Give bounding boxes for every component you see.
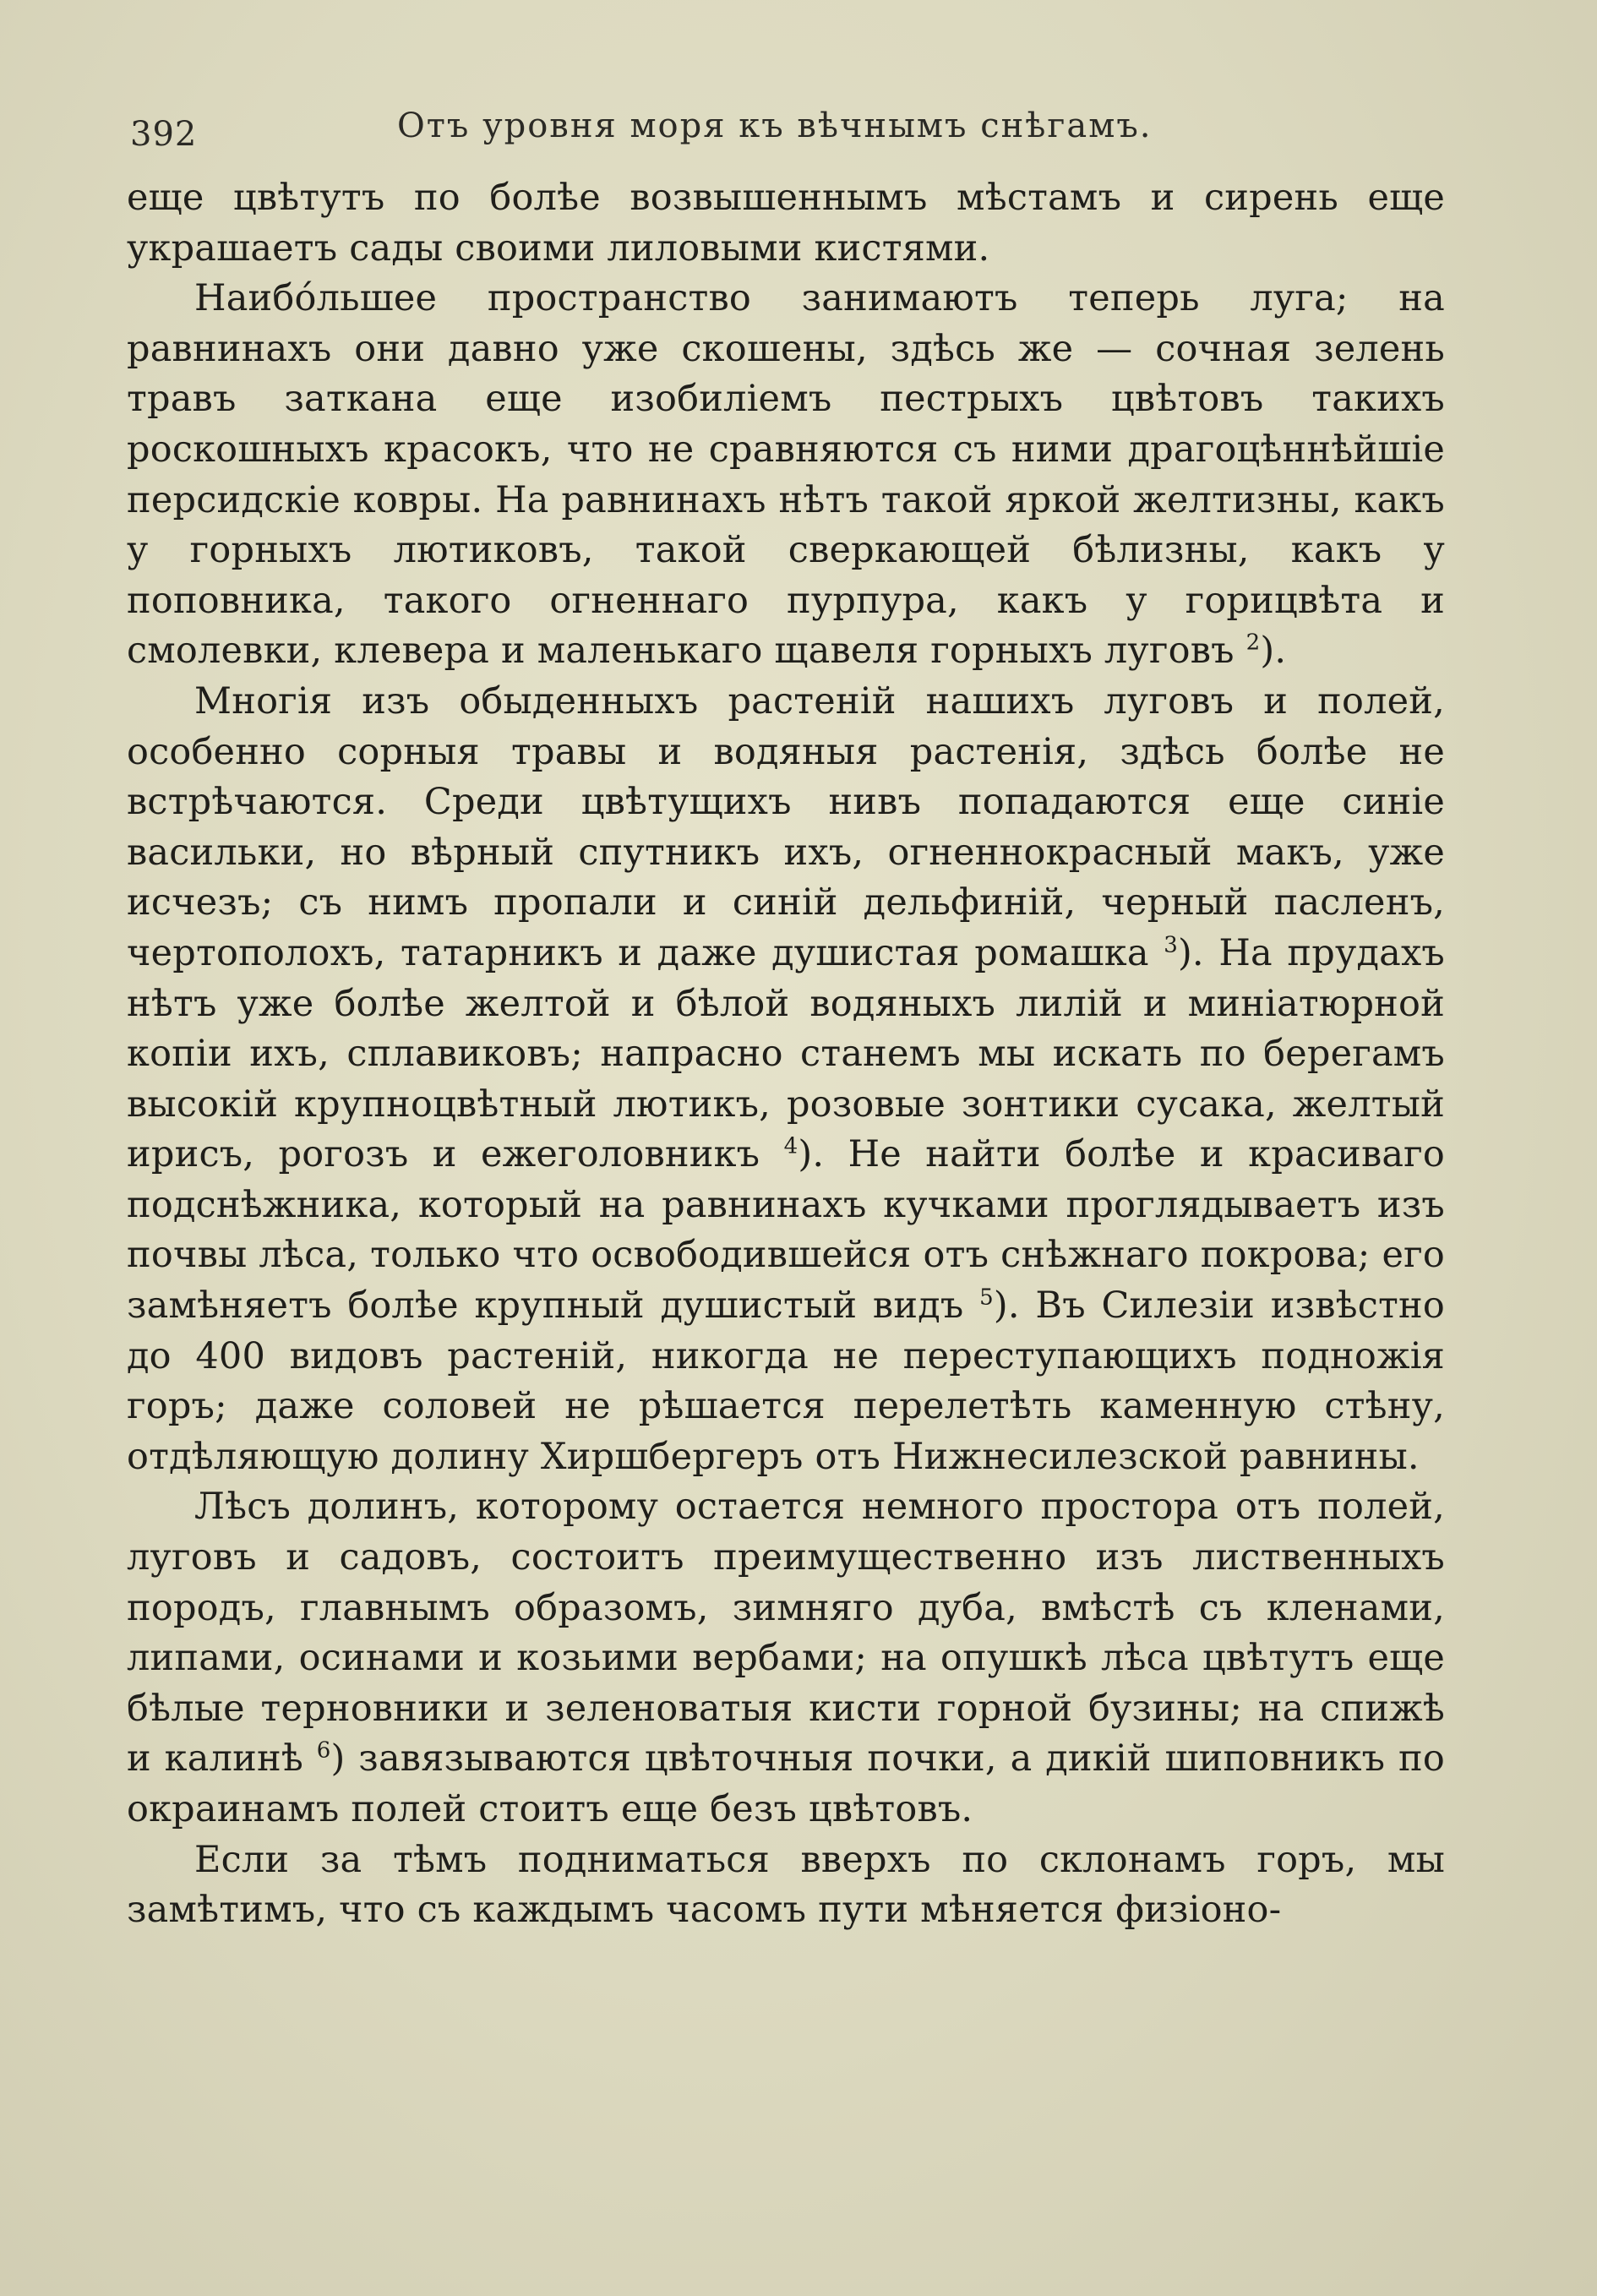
paragraph-continuation bbox=[127, 173, 1445, 274]
footnote-marker: 3 bbox=[1164, 932, 1178, 958]
paragraph-text: ) завязываются цвѣточныя почки, а дикій шиповникъ по окраинамъ полей стоитъ еще безъ цвѣтовъ. bbox=[127, 1737, 1445, 1830]
footnote-marker: 6 bbox=[316, 1738, 331, 1764]
page-number: 392 bbox=[130, 115, 198, 154]
paragraph-text: Если за тѣмъ подниматься вверхъ по склонамъ горъ, мы замѣтимъ, что съ каждымъ часомъ пути мѣняется физіоно- bbox=[127, 1838, 1445, 1932]
paragraph-text: Многія изъ обыденныхъ растеній нашихъ луговъ и полей, особенно сорныя травы и водяныя растенія, здѣсь болѣе не встрѣчаются. Среди цвѣтущихъ нивъ попадаются еще синіе васильки, но вѣрный спутникъ ихъ, огненнокрасный макъ, уже исчезъ; съ нимъ пропали и синій дельфиній, черный пасленъ, чертополохъ, татарникъ и даже душистая ромашка bbox=[127, 679, 1445, 974]
paragraph-text: ). На прудахъ нѣтъ уже болѣе желтой и бѣлой водяныхъ лилій и миніатюрной копіи ихъ, сплавиковъ; напрасно станемъ мы искать по берегамъ высокій крупноцвѣтный лютикъ, розовые зонтики сусака, желтый ирисъ, рогозъ и ежеголовникъ bbox=[127, 931, 1445, 1176]
body-text bbox=[127, 173, 1445, 1936]
paragraph-meadows bbox=[127, 274, 1445, 677]
paragraph-text: еще цвѣтутъ по болѣе возвышеннымъ мѣстамъ и сирень еще украшаетъ сады своими лиловыми кистями. bbox=[127, 177, 1445, 270]
footnote-marker: 5 bbox=[979, 1284, 994, 1311]
paragraph-text: ). bbox=[1260, 630, 1287, 673]
paragraph-text: ). Не найти болѣе и красиваго подснѣжника, который на равнинахъ кучками проглядываетъ изъ почвы лѣса, только что освободившейся отъ снѣжнаго покрова; его замѣняетъ болѣе крупный душистый видъ bbox=[127, 1133, 1446, 1328]
paragraph-plants bbox=[127, 677, 1445, 1483]
paragraph-text: ). Въ Силезіи извѣстно до 400 видовъ растеній, никогда не переступающихъ подножія горъ; даже соловей не рѣшается перелетѣть каменную стѣну, отдѣляющую долину Хиршбергеръ отъ Нижнесилезской равнины. bbox=[127, 1284, 1445, 1478]
footnote-marker: 4 bbox=[783, 1133, 798, 1159]
paragraph-text: Лѣсъ долинъ, которому остается немного простора отъ полей, луговъ и садовъ, состоитъ преимущественно изъ лиственныхъ породъ, главнымъ образомъ, зимняго дуба, вмѣстѣ съ кленами, липами, осинами и козьими вербами; на опушкѣ лѣса цвѣтутъ еще бѣлые терновники и зеленоватыя кисти горной бузины; на спижѣ и калинѣ bbox=[127, 1486, 1445, 1781]
running-head bbox=[127, 106, 1445, 157]
paragraph-forest bbox=[127, 1482, 1445, 1835]
paragraph-text: Наибóльшее пространство занимаютъ теперь луга; на равнинахъ они давно уже скошены, здѣсь же — сочная зелень травъ заткана еще изобиліемъ пестрыхъ цвѣтовъ такихъ роскошныхъ красокъ, что не сравняются съ ними драгоцѣннѣйшіе персидскіе ковры. На равнинахъ нѣтъ такой яркой желтизны, какъ у горныхъ лютиковъ, такой сверкающей бѣлизны, какъ у поповника, такого огненнаго пурпура, какъ у горицвѣта и смолевки, клевера и маленькаго щавеля горныхъ луговъ bbox=[127, 277, 1445, 673]
running-title: Отъ уровня моря къ вѣчнымъ снѣгамъ. bbox=[397, 106, 1153, 145]
footnote-marker: 2 bbox=[1245, 630, 1261, 657]
paragraph-slopes bbox=[127, 1835, 1445, 1936]
